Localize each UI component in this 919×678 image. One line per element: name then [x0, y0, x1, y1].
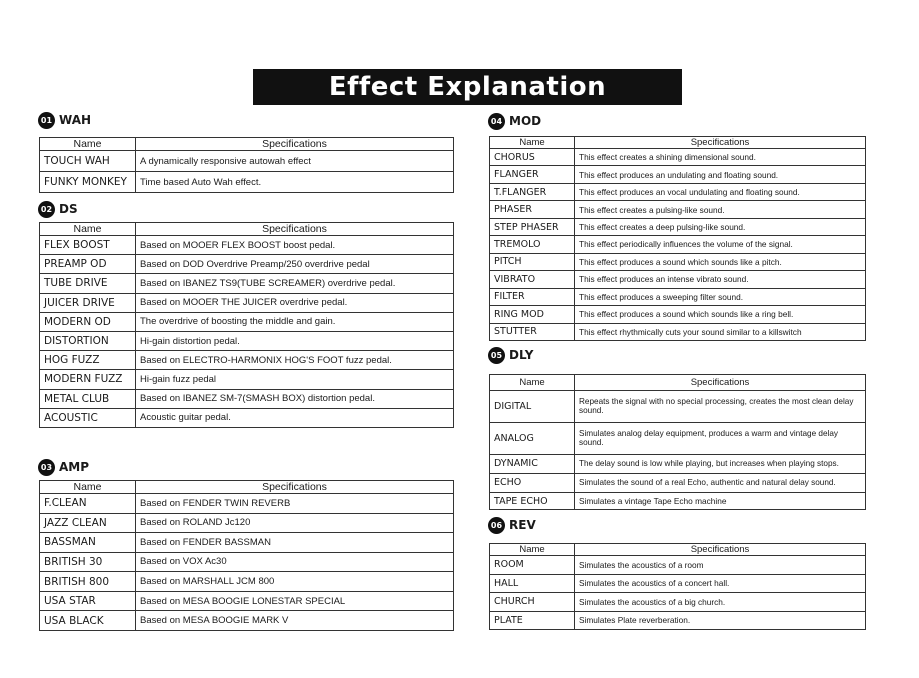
effect-spec: This effect creates a deep pulsing-like sound. — [575, 218, 866, 235]
effect-name: ROOM — [490, 556, 575, 575]
effect-spec: Based on ROLAND Jc120 — [136, 513, 454, 533]
name-column-header: Name — [490, 137, 575, 149]
rev-table — [489, 543, 866, 630]
table-row — [490, 422, 866, 454]
effect-name: TUBE DRIVE — [40, 274, 136, 293]
effect-spec: Based on IBANEZ SM-7(SMASH BOX) distortion pedal. — [136, 389, 454, 408]
effect-spec: The overdrive of boosting the middle and gain. — [136, 312, 454, 331]
effect-name: DIGITAL — [490, 391, 575, 423]
table-row — [490, 473, 866, 492]
section-heading-rev — [488, 515, 536, 535]
effect-name: PITCH — [490, 253, 575, 270]
table-row — [490, 288, 866, 305]
mod-table — [489, 136, 866, 341]
table-header-row — [40, 481, 454, 494]
effect-name: BRITISH 800 — [40, 572, 136, 592]
effect-name: JAZZ CLEAN — [40, 513, 136, 533]
table-row — [490, 183, 866, 200]
effect-spec: Based on MOOER THE JUICER overdrive pedal. — [136, 293, 454, 312]
spec-column-header: Specifications — [575, 375, 866, 391]
table-row — [490, 306, 866, 323]
section-label: REV — [509, 518, 536, 532]
table-row — [40, 533, 454, 553]
effect-spec: Simulates Plate reverberation. — [575, 611, 866, 630]
section-heading-mod — [488, 111, 541, 131]
effect-spec: Based on ELECTRO-HARMONIX HOG'S FOOT fuzz pedal. — [136, 351, 454, 370]
spec-column-header: Specifications — [575, 137, 866, 149]
section-number-badge: 02 — [38, 201, 55, 218]
effect-name: BRITISH 30 — [40, 552, 136, 572]
effect-spec: Based on VOX Ac30 — [136, 552, 454, 572]
effect-spec: This effect produces a sound which sounds like a ring bell. — [575, 306, 866, 323]
table-row — [40, 172, 454, 193]
effect-spec: This effect periodically influences the volume of the signal. — [575, 236, 866, 253]
effect-spec: This effect creates a shining dimensional sound. — [575, 149, 866, 166]
effect-spec: Based on IBANEZ TS9(TUBE SCREAMER) overdrive pedal. — [136, 274, 454, 293]
effect-name: JUICER DRIVE — [40, 293, 136, 312]
effect-name: VIBRATO — [490, 271, 575, 288]
spec-column-header: Specifications — [136, 481, 454, 494]
table-row — [490, 391, 866, 423]
effect-spec: Hi-gain distortion pedal. — [136, 331, 454, 350]
effect-spec: Based on DOD Overdrive Preamp/250 overdrive pedal — [136, 255, 454, 274]
effect-name: CHURCH — [490, 593, 575, 612]
effect-name: F.CLEAN — [40, 494, 136, 514]
effect-name: STEP PHASER — [490, 218, 575, 235]
name-column-header: Name — [490, 375, 575, 391]
page-title: Effect Explanation — [253, 69, 682, 105]
effect-name: RING MOD — [490, 306, 575, 323]
effect-name: METAL CLUB — [40, 389, 136, 408]
table-row — [490, 323, 866, 340]
table-row — [490, 611, 866, 630]
name-column-header: Name — [40, 481, 136, 494]
effect-spec: This effect produces a sweeping filter sound. — [575, 288, 866, 305]
spec-column-header: Specifications — [136, 223, 454, 236]
effect-name: T.FLANGER — [490, 183, 575, 200]
table-row — [40, 611, 454, 631]
table-row — [490, 271, 866, 288]
spec-column-header: Specifications — [136, 138, 454, 151]
table-header-row — [40, 223, 454, 236]
section-heading-ds — [38, 199, 78, 219]
section-label: WAH — [59, 113, 92, 127]
effect-spec: This effect produces an vocal undulating and floating sound. — [575, 183, 866, 200]
effect-spec: Simulates the sound of a real Echo, authentic and natural delay sound. — [575, 473, 866, 492]
effect-spec: Based on FENDER TWIN REVERB — [136, 494, 454, 514]
table-header-row — [490, 544, 866, 556]
effect-name: BASSMAN — [40, 533, 136, 553]
table-row — [40, 351, 454, 370]
section-number-badge: 04 — [488, 113, 505, 130]
table-row — [490, 218, 866, 235]
section-heading-amp — [38, 457, 89, 477]
table-row — [490, 201, 866, 218]
table-row — [40, 389, 454, 408]
effect-name: TREMOLO — [490, 236, 575, 253]
section-label: DLY — [509, 348, 534, 362]
table-row — [40, 370, 454, 389]
table-row — [490, 236, 866, 253]
effect-name: PHASER — [490, 201, 575, 218]
effect-spec: Simulates a vintage Tape Echo machine — [575, 493, 866, 510]
effect-spec: Based on FENDER BASSMAN — [136, 533, 454, 553]
name-column-header: Name — [40, 223, 136, 236]
table-row — [490, 454, 866, 473]
effect-name: CHORUS — [490, 149, 575, 166]
table-row — [40, 552, 454, 572]
effect-spec: A dynamically responsive autowah effect — [136, 151, 454, 172]
effect-name: PLATE — [490, 611, 575, 630]
effect-name: MODERN OD — [40, 312, 136, 331]
effect-spec: This effect produces an intense vibrato sound. — [575, 271, 866, 288]
effect-spec: Repeats the signal with no special processing, creates the most clean delay sound. — [575, 391, 866, 423]
amp-table — [39, 480, 454, 631]
effect-name: TOUCH WAH — [40, 151, 136, 172]
section-number-badge: 06 — [488, 517, 505, 534]
section-heading-dly — [488, 345, 533, 365]
table-row — [40, 312, 454, 331]
section-label: MOD — [509, 114, 542, 128]
effect-spec: Hi-gain fuzz pedal — [136, 370, 454, 389]
effect-spec: Based on MESA BOOGIE LONESTAR SPECIAL — [136, 591, 454, 611]
effect-spec: Simulates the acoustics of a big church. — [575, 593, 866, 612]
effect-spec: This effect produces an undulating and floating sound. — [575, 166, 866, 183]
table-row — [40, 591, 454, 611]
effect-name: ECHO — [490, 473, 575, 492]
table-row — [490, 593, 866, 612]
effect-spec: Acoustic guitar pedal. — [136, 408, 454, 427]
table-row — [490, 493, 866, 510]
name-column-header: Name — [490, 544, 575, 556]
effect-name: USA BLACK — [40, 611, 136, 631]
effect-name: ACOUSTIC — [40, 408, 136, 427]
effect-spec: Simulates analog delay equipment, produces a warm and vintage delay sound. — [575, 422, 866, 454]
effect-spec: Simulates the acoustics of a room — [575, 556, 866, 575]
effect-name: FILTER — [490, 288, 575, 305]
effect-spec: Based on MOOER FLEX BOOST boost pedal. — [136, 236, 454, 255]
effect-spec: This effect produces a sound which sounds like a pitch. — [575, 253, 866, 270]
section-label: DS — [59, 202, 78, 216]
table-row — [490, 149, 866, 166]
effect-name: DYNAMIC — [490, 454, 575, 473]
effect-spec: Time based Auto Wah effect. — [136, 172, 454, 193]
section-label: AMP — [59, 460, 90, 474]
effect-name: TAPE ECHO — [490, 493, 575, 510]
table-row — [40, 236, 454, 255]
table-row — [40, 572, 454, 592]
dly-table — [489, 374, 866, 510]
effect-name: FUNKY MONKEY — [40, 172, 136, 193]
section-number-badge: 01 — [38, 112, 55, 129]
table-row — [490, 253, 866, 270]
table-row — [490, 166, 866, 183]
effect-name: HOG FUZZ — [40, 351, 136, 370]
table-header-row — [490, 375, 866, 391]
effect-spec: The delay sound is low while playing, but increases when playing stops. — [575, 454, 866, 473]
table-row — [40, 408, 454, 427]
name-column-header: Name — [40, 138, 136, 151]
section-number-badge: 05 — [488, 347, 505, 364]
effect-spec: This effect creates a pulsing-like sound. — [575, 201, 866, 218]
ds-table — [39, 222, 454, 428]
table-row — [40, 513, 454, 533]
effect-spec: Simulates the acoustics of a concert hall. — [575, 574, 866, 593]
section-number-badge: 03 — [38, 459, 55, 476]
effect-name: STUTTER — [490, 323, 575, 340]
effect-name: HALL — [490, 574, 575, 593]
table-row — [490, 574, 866, 593]
table-row — [40, 151, 454, 172]
effect-name: ANALOG — [490, 422, 575, 454]
table-row — [40, 331, 454, 350]
effect-name: MODERN FUZZ — [40, 370, 136, 389]
spec-column-header: Specifications — [575, 544, 866, 556]
effect-name: PREAMP OD — [40, 255, 136, 274]
effect-spec: This effect rhythmically cuts your sound similar to a killswitch — [575, 323, 866, 340]
effect-spec: Based on MESA BOOGIE MARK V — [136, 611, 454, 631]
table-row — [490, 556, 866, 575]
table-row — [40, 293, 454, 312]
effect-spec: Based on MARSHALL JCM 800 — [136, 572, 454, 592]
section-heading-wah — [38, 110, 91, 130]
effect-name: FLANGER — [490, 166, 575, 183]
effect-name: USA STAR — [40, 591, 136, 611]
effect-name: FLEX BOOST — [40, 236, 136, 255]
effect-name: DISTORTION — [40, 331, 136, 350]
table-row — [40, 255, 454, 274]
table-header-row — [490, 137, 866, 149]
wah-table — [39, 137, 454, 193]
table-header-row — [40, 138, 454, 151]
table-row — [40, 494, 454, 514]
table-row — [40, 274, 454, 293]
